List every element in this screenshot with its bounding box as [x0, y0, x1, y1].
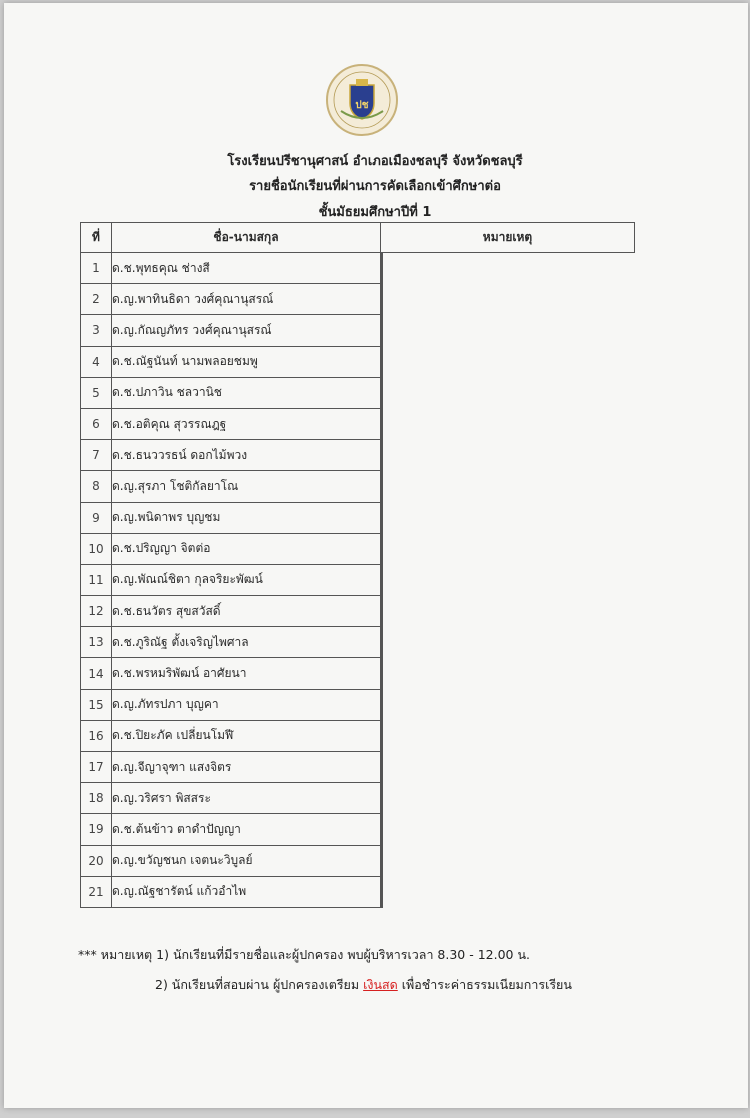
remark-cell: [381, 440, 383, 472]
student-name: ด.ช.พุทธคุณ ช่างสี: [112, 253, 381, 284]
student-name: ด.ช.ธนวัตร สุขสวัสดิ์: [112, 596, 381, 627]
table-row: [81, 440, 635, 471]
student-name: ด.ช.ต้นข้าว ตาดำปัญญา: [112, 814, 381, 845]
table-row: [81, 315, 635, 346]
remark-cell: [381, 876, 383, 908]
row-number: 6: [81, 408, 112, 439]
remark-cell: [381, 533, 383, 565]
student-name: ด.ช.ปริญญา จิตต่อ: [112, 533, 381, 564]
table-row: [81, 346, 635, 377]
student-name: ด.ช.อติคุณ สุวรรณฎฐ: [112, 408, 381, 439]
student-name: ด.ญ.พาทินธิดา วงศ์คุณานุสรณ์: [112, 284, 381, 315]
table-row: [81, 502, 635, 533]
row-number: 12: [81, 596, 112, 627]
table-row: [81, 533, 635, 564]
remark-line-2-start: 2) นักเรียนที่สอบผ่าน ผู้ปกครองเตรียม: [155, 977, 364, 992]
table-row: [81, 627, 635, 658]
table-row: [81, 408, 635, 439]
student-name: ด.ญ.พนิดาพร บุญชม: [112, 502, 381, 533]
row-number: 17: [81, 752, 112, 783]
table-header-row: [81, 223, 635, 253]
row-number: 11: [81, 564, 112, 595]
row-number: 10: [81, 533, 112, 564]
student-name: ด.ญ.กัณญภัทร วงศ์คุณานุสรณ์: [112, 315, 381, 346]
remark-cell: [381, 471, 383, 503]
table-row: [81, 689, 635, 720]
remark-cell: [381, 346, 383, 378]
remark-cell: [381, 752, 383, 784]
column-header-remark: หมายเหตุ: [381, 223, 635, 253]
row-number: 9: [81, 502, 112, 533]
document-title: รายชื่อนักเรียนที่ผ่านการคัดเลือกเข้าศึกษาต่อ: [249, 179, 501, 194]
grade-level-heading: ชั้นมัธยมศึกษาปีที่ 1: [318, 205, 432, 220]
remark-cell: [381, 596, 383, 628]
student-name: ด.ช.ปิยะภัค เปลี่ยนโมฬี: [112, 720, 381, 751]
cash-highlight: เงินสด: [363, 977, 398, 992]
student-name: ด.ช.พรหมริพัฒน์ อาศัยนา: [112, 658, 381, 689]
row-number: 16: [81, 720, 112, 751]
table-row: [81, 564, 635, 595]
row-number: 13: [81, 627, 112, 658]
remark-cell: [381, 689, 383, 721]
remark-cell: [381, 845, 383, 877]
student-name: ด.ญ.วริศรา พิสสระ: [112, 783, 381, 814]
remark-cell: [381, 408, 383, 440]
table-row: [81, 377, 635, 408]
row-number: 21: [81, 876, 112, 907]
student-name: ด.ญ.สุรภา โชติกัลยาโณ: [112, 471, 381, 502]
row-number: 20: [81, 845, 112, 876]
student-name: ด.ช.ธนววรธน์ ดอกไม้พวง: [112, 440, 381, 471]
remark-cell: [381, 315, 383, 347]
column-header-number: ที่: [81, 223, 112, 253]
table-row: [81, 720, 635, 751]
table-row: [81, 596, 635, 627]
row-number: 7: [81, 440, 112, 471]
student-name: ด.ญ.ขวัญชนก เจตนะวิบูลย์: [112, 845, 381, 876]
table-row: [81, 814, 635, 845]
student-name: ด.ช.ปภาวิน ชลวานิช: [112, 377, 381, 408]
student-name: ด.ญ.ณัฐชารัตน์ แก้วอำไพ: [112, 876, 381, 907]
table-row: [81, 284, 635, 315]
table-row: [81, 658, 635, 689]
table-row: [81, 845, 635, 876]
remark-cell: [381, 658, 383, 690]
table-row: [81, 471, 635, 502]
row-number: 5: [81, 377, 112, 408]
remark-line-2: [155, 975, 572, 995]
student-name: ด.ช.ณัฐนันท์ นามพลอยชมพู: [112, 346, 381, 377]
row-number: 8: [81, 471, 112, 502]
student-name: ด.ญ.ภัทรปภา บุญคา: [112, 689, 381, 720]
remark-cell: [381, 377, 383, 409]
remark-cell: [381, 720, 383, 752]
column-header-name: ชื่อ-นามสกุล: [112, 223, 381, 253]
table-row: [81, 253, 635, 284]
row-number: 1: [81, 253, 112, 284]
school-name-heading: โรงเรียนปรีชานุศาสน์ อำเภอเมืองชลบุรี จังหวัดชลบุรี: [227, 154, 523, 169]
school-crest-icon: [325, 63, 399, 137]
row-number: 3: [81, 315, 112, 346]
row-number: 14: [81, 658, 112, 689]
student-name: ด.ญ.พัณณ์ชิตา กุลจริยะพัฒน์: [112, 564, 381, 595]
svg-text:ปช: ปช: [355, 100, 369, 111]
remark-cell: [381, 564, 383, 596]
remark-cell: [381, 783, 383, 815]
remark-line-2-end: เพื่อชำระค่าธรรมเนียมการเรียน: [397, 977, 572, 992]
row-number: 2: [81, 284, 112, 315]
student-name: ด.ช.ภูริณัฐ ตั้งเจริญไพศาล: [112, 627, 381, 658]
remark-cell: [381, 502, 383, 534]
remark-cell: [381, 814, 383, 846]
remark-cell: [381, 284, 383, 316]
table-row: [81, 783, 635, 814]
student-name: ด.ญ.จีญาจุฑา แสงจิตร: [112, 752, 381, 783]
row-number: 18: [81, 783, 112, 814]
row-number: 4: [81, 346, 112, 377]
table-row: [81, 876, 635, 907]
student-list-table: [80, 222, 635, 908]
row-number: 19: [81, 814, 112, 845]
remark-cell: [381, 253, 383, 285]
remark-cell: [381, 627, 383, 659]
table-row: [81, 752, 635, 783]
remark-line-1: *** หมายเหตุ 1) นักเรียนที่มีรายชื่อและผู้ปกครอง พบผู้บริหารเวลา 8.30 - 12.00 น.: [78, 947, 530, 962]
row-number: 15: [81, 689, 112, 720]
